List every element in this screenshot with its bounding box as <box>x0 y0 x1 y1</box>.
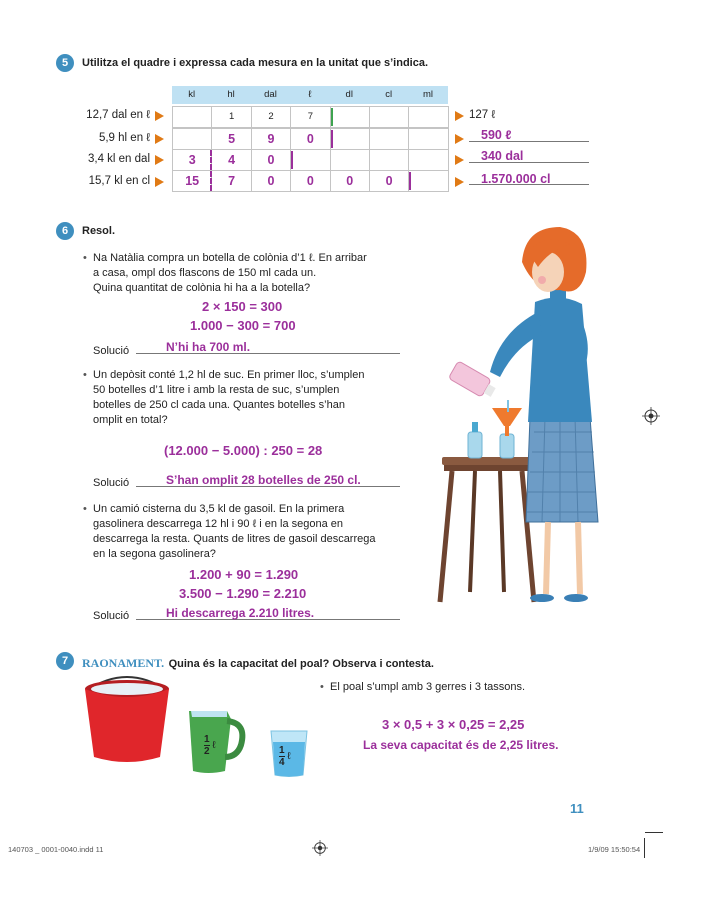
solution-answer: N’hi ha 700 ml. <box>166 340 251 354</box>
cell-kl <box>172 128 212 150</box>
calculation: 2 × 150 = 300 <box>202 299 283 314</box>
cell-ml <box>408 106 448 128</box>
cell-cl: 0 <box>369 170 409 192</box>
question-7-answer: La seva capacitat és de 2,25 litres. <box>363 738 559 752</box>
header-ml: ml <box>423 89 434 100</box>
unit-label: ℓ <box>287 751 291 762</box>
text-line: 50 botelles d’1 litre i amb la resta de suc, s’umplen <box>93 384 340 396</box>
page-number: 11 <box>570 801 584 816</box>
arrow-right-icon <box>155 155 164 165</box>
jug-illustration <box>183 705 253 775</box>
fraction-denominator: 4 <box>279 757 285 768</box>
row-result: 590 ℓ <box>481 128 512 142</box>
row-result: 1.570.000 cl <box>481 172 551 186</box>
row-label: 5,9 hl en ℓ <box>98 132 150 144</box>
calculation: (12.000 − 5.000) : 250 = 28 <box>164 443 323 458</box>
cell-l <box>290 149 330 171</box>
question-6-badge: 6 <box>56 222 74 240</box>
text-line: en la segona gasolinera? <box>93 548 216 560</box>
row-label: 15,7 kl en cl <box>88 175 150 187</box>
registration-mark-icon <box>642 407 660 425</box>
calculation: 1.000 − 300 = 700 <box>190 318 296 333</box>
question-7-text: Quina és la capacitat del poal? Observa i contesta. <box>168 658 434 670</box>
cell-hl: 4 <box>211 149 251 171</box>
header-dl: dl <box>345 89 353 100</box>
question-7-statement: • El poal s’umpl amb 3 gerres i 3 tassons. <box>330 680 525 695</box>
text-line: • Un depòsit conté 1,2 hl de suc. En primer lloc, s’umplen <box>93 369 365 381</box>
cell-kl <box>172 106 212 128</box>
cell-hl: 5 <box>211 128 251 150</box>
cell-dl <box>330 149 370 171</box>
crop-mark <box>645 832 663 833</box>
solution-label: Solució <box>93 610 130 622</box>
unit-label: ℓ <box>212 740 216 751</box>
solution-answer: Hi descarrega 2.210 litres. <box>166 606 315 620</box>
glass-capacity-label <box>279 745 291 768</box>
text-line: gasolinera descarrega 12 hl i 90 ℓ i en la segona en <box>93 518 344 530</box>
units-table-header <box>172 86 448 104</box>
header-hl: hl <box>227 89 235 100</box>
cell-cl <box>369 149 409 171</box>
row-label: 12,7 dal en ℓ <box>86 109 150 121</box>
registration-mark-icon <box>312 840 328 856</box>
question-7-calculation: 3 × 0,5 + 3 × 0,25 = 2,25 <box>382 717 525 732</box>
cell-kl: 15 <box>172 170 212 192</box>
bucket-illustration <box>80 675 175 765</box>
row-label: 3,4 kl en dal <box>87 153 150 165</box>
table-row <box>172 106 448 126</box>
cell-hl: 7 <box>211 170 251 192</box>
cell-ml <box>408 128 448 150</box>
problem-a-text <box>93 251 413 296</box>
text-line: Quina quantitat de colònia hi ha a la botella? <box>93 282 311 294</box>
row-result: 340 dal <box>481 149 524 163</box>
cell-l: 0 <box>290 128 330 150</box>
text-line: • Un camió cisterna du 3,5 kl de gasoil. En la primera <box>93 503 345 515</box>
header-cl: cl <box>385 89 393 100</box>
table-row <box>172 149 448 169</box>
cell-kl: 3 <box>172 149 212 171</box>
header-l: ℓ <box>308 89 312 100</box>
solution-answer: S’han omplit 28 botelles de 250 cl. <box>166 473 361 487</box>
problem-c-text <box>93 502 413 562</box>
footer-file-info: 140703 _ 0001-0040.indd 11 <box>8 845 104 854</box>
table-row <box>172 170 448 190</box>
table-row <box>172 128 448 148</box>
cell-dl <box>330 106 370 128</box>
arrow-right-icon <box>455 177 464 187</box>
solution-label: Solució <box>93 345 130 357</box>
cell-dl: 0 <box>330 170 370 192</box>
cell-l: 0 <box>290 170 330 192</box>
cell-cl <box>369 128 409 150</box>
arrow-right-icon <box>455 134 464 144</box>
question-6-title: Resol. <box>82 225 116 237</box>
text-line: botelles de 250 cl cada una. Quantes botelles s’han <box>93 399 345 411</box>
cell-hl: 1 <box>211 106 251 128</box>
text-line: a casa, ompl dos flascons de 150 ml cada un. <box>93 267 317 279</box>
arrow-right-icon <box>155 134 164 144</box>
arrow-right-icon <box>155 177 164 187</box>
jug-capacity-label <box>204 734 216 757</box>
cell-dal: 2 <box>251 106 291 128</box>
reasoning-heading: RAONAMENT. <box>82 656 165 670</box>
fraction-numerator: 1 <box>279 745 285 756</box>
arrow-right-icon <box>455 111 464 121</box>
fraction-numerator: 1 <box>204 734 210 745</box>
cell-dal: 0 <box>251 149 291 171</box>
cell-cl <box>369 106 409 128</box>
solution-label: Solució <box>93 477 130 489</box>
cell-dal: 9 <box>251 128 291 150</box>
header-dal: dal <box>264 89 277 100</box>
cell-dal: 0 <box>251 170 291 192</box>
cell-l: 7 <box>290 106 330 128</box>
fraction-denominator: 2 <box>204 746 210 757</box>
woman-pouring-illustration <box>430 222 610 607</box>
cell-ml <box>408 170 448 192</box>
text-line: omplit en total? <box>93 414 168 426</box>
question-5-title: Utilitza el quadre i expressa cada mesura en la unitat que s’indica. <box>82 57 429 69</box>
question-7-badge: 7 <box>56 652 74 670</box>
calculation: 1.200 + 90 = 1.290 <box>189 567 299 582</box>
header-kl: kl <box>188 89 196 100</box>
footer-timestamp: 1/9/09 15:50:54 <box>588 845 641 854</box>
cell-ml <box>408 149 448 171</box>
arrow-right-icon <box>155 111 164 121</box>
arrow-right-icon <box>455 155 464 165</box>
question-7-title <box>82 654 434 672</box>
text-line: • Na Natàlia compra un botella de colònia d’1 ℓ. En arribar <box>93 252 367 264</box>
question-5-badge: 5 <box>56 54 74 72</box>
text-line: descarrega la resta. Quants de litres de gasoil descarrega <box>93 533 376 545</box>
problem-b-text <box>93 368 413 428</box>
calculation: 3.500 − 1.290 = 2.210 <box>179 586 307 601</box>
row-result: 127 ℓ <box>469 109 496 121</box>
crop-mark <box>644 838 645 858</box>
cell-dl <box>330 128 370 150</box>
